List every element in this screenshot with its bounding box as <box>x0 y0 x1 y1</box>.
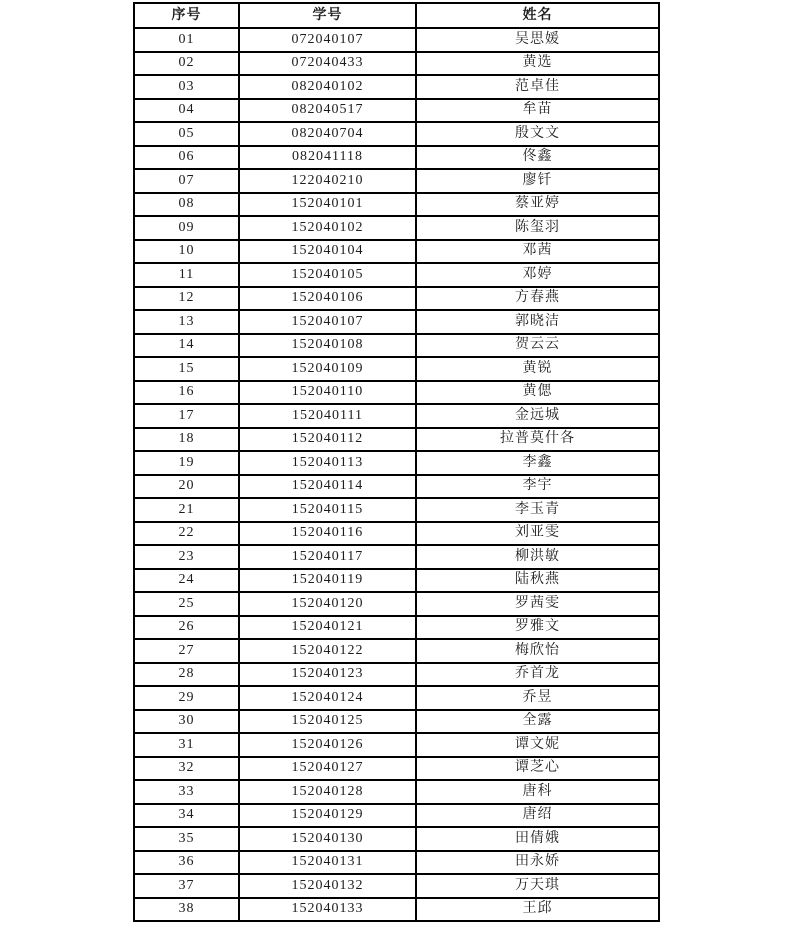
table-row <box>134 263 659 287</box>
table-row <box>134 310 659 334</box>
cell-index: 04 <box>134 99 239 123</box>
cell-student-id: 082040704 <box>239 122 416 146</box>
table-row <box>134 381 659 405</box>
cell-name: 范卓佳 <box>416 75 659 99</box>
cell-student-id: 152040116 <box>239 522 416 546</box>
cell-index: 15 <box>134 357 239 381</box>
table-row <box>134 569 659 593</box>
cell-index: 12 <box>134 287 239 311</box>
cell-name: 黄选 <box>416 52 659 76</box>
cell-index: 07 <box>134 169 239 193</box>
cell-name: 殷文文 <box>416 122 659 146</box>
cell-student-id: 152040110 <box>239 381 416 405</box>
cell-name: 廖钎 <box>416 169 659 193</box>
table-row <box>134 146 659 170</box>
cell-name: 黄锐 <box>416 357 659 381</box>
table-row <box>134 122 659 146</box>
cell-student-id: 152040128 <box>239 780 416 804</box>
cell-name: 李鑫 <box>416 451 659 475</box>
cell-student-id: 082040517 <box>239 99 416 123</box>
cell-index: 27 <box>134 639 239 663</box>
table-row <box>134 616 659 640</box>
cell-index: 38 <box>134 898 239 922</box>
cell-name: 黄偲 <box>416 381 659 405</box>
table-row <box>134 287 659 311</box>
cell-index: 28 <box>134 663 239 687</box>
cell-student-id: 072040107 <box>239 28 416 52</box>
cell-student-id: 152040107 <box>239 310 416 334</box>
cell-student-id: 082040102 <box>239 75 416 99</box>
table-row <box>134 357 659 381</box>
cell-name: 谭文妮 <box>416 733 659 757</box>
cell-index: 02 <box>134 52 239 76</box>
cell-name: 梅欣怡 <box>416 639 659 663</box>
table-row <box>134 216 659 240</box>
cell-index: 08 <box>134 193 239 217</box>
table-row <box>134 28 659 52</box>
cell-name: 金远城 <box>416 404 659 428</box>
cell-name: 李宇 <box>416 475 659 499</box>
cell-student-id: 152040130 <box>239 827 416 851</box>
cell-name: 陈玺羽 <box>416 216 659 240</box>
table-row <box>134 404 659 428</box>
table-row <box>134 710 659 734</box>
cell-index: 19 <box>134 451 239 475</box>
cell-name: 佟鑫 <box>416 146 659 170</box>
table-row <box>134 804 659 828</box>
cell-index: 32 <box>134 757 239 781</box>
cell-student-id: 152040127 <box>239 757 416 781</box>
cell-student-id: 152040111 <box>239 404 416 428</box>
col-header-name: 姓名 <box>416 3 659 28</box>
cell-name: 王邱 <box>416 898 659 922</box>
cell-index: 31 <box>134 733 239 757</box>
table-row <box>134 169 659 193</box>
cell-student-id: 152040117 <box>239 545 416 569</box>
table-row <box>134 52 659 76</box>
table-row <box>134 193 659 217</box>
table-header-row <box>134 3 659 28</box>
cell-index: 21 <box>134 498 239 522</box>
cell-student-id: 152040121 <box>239 616 416 640</box>
cell-index: 16 <box>134 381 239 405</box>
table-row <box>134 522 659 546</box>
cell-student-id: 152040119 <box>239 569 416 593</box>
cell-name: 拉普莫什各 <box>416 428 659 452</box>
cell-student-id: 152040129 <box>239 804 416 828</box>
cell-name: 贺云云 <box>416 334 659 358</box>
cell-index: 35 <box>134 827 239 851</box>
table-row <box>134 240 659 264</box>
cell-student-id: 072040433 <box>239 52 416 76</box>
table-row <box>134 334 659 358</box>
table-row <box>134 686 659 710</box>
cell-index: 18 <box>134 428 239 452</box>
cell-index: 03 <box>134 75 239 99</box>
table-row <box>134 851 659 875</box>
cell-name: 牟苗 <box>416 99 659 123</box>
cell-name: 罗雅文 <box>416 616 659 640</box>
cell-index: 01 <box>134 28 239 52</box>
cell-name: 陆秋燕 <box>416 569 659 593</box>
cell-name: 刘亚雯 <box>416 522 659 546</box>
table-row <box>134 99 659 123</box>
cell-name: 唐科 <box>416 780 659 804</box>
table-row <box>134 874 659 898</box>
cell-student-id: 082041118 <box>239 146 416 170</box>
cell-name: 全露 <box>416 710 659 734</box>
table-row <box>134 639 659 663</box>
cell-name: 邓婷 <box>416 263 659 287</box>
cell-student-id: 152040115 <box>239 498 416 522</box>
cell-name: 邓茜 <box>416 240 659 264</box>
cell-index: 36 <box>134 851 239 875</box>
cell-name: 李玉青 <box>416 498 659 522</box>
cell-index: 05 <box>134 122 239 146</box>
cell-student-id: 152040125 <box>239 710 416 734</box>
cell-student-id: 152040132 <box>239 874 416 898</box>
cell-name: 吴思媛 <box>416 28 659 52</box>
table-row <box>134 592 659 616</box>
cell-student-id: 152040133 <box>239 898 416 922</box>
cell-name: 柳洪敏 <box>416 545 659 569</box>
table-row <box>134 780 659 804</box>
cell-index: 29 <box>134 686 239 710</box>
table-row <box>134 498 659 522</box>
table-row <box>134 663 659 687</box>
table-row <box>134 898 659 922</box>
table-row <box>134 757 659 781</box>
cell-index: 11 <box>134 263 239 287</box>
cell-index: 13 <box>134 310 239 334</box>
cell-name: 谭芝心 <box>416 757 659 781</box>
cell-index: 24 <box>134 569 239 593</box>
cell-index: 20 <box>134 475 239 499</box>
cell-index: 14 <box>134 334 239 358</box>
cell-student-id: 152040114 <box>239 475 416 499</box>
cell-index: 10 <box>134 240 239 264</box>
table-row <box>134 475 659 499</box>
cell-name: 田倩娥 <box>416 827 659 851</box>
cell-index: 17 <box>134 404 239 428</box>
student-roster-table <box>133 2 660 922</box>
cell-index: 26 <box>134 616 239 640</box>
cell-student-id: 152040106 <box>239 287 416 311</box>
table-row <box>134 451 659 475</box>
cell-name: 唐绍 <box>416 804 659 828</box>
cell-index: 09 <box>134 216 239 240</box>
cell-student-id: 122040210 <box>239 169 416 193</box>
cell-name: 万天琪 <box>416 874 659 898</box>
cell-student-id: 152040120 <box>239 592 416 616</box>
table-row <box>134 75 659 99</box>
cell-student-id: 152040123 <box>239 663 416 687</box>
cell-student-id: 152040101 <box>239 193 416 217</box>
table-row <box>134 428 659 452</box>
cell-index: 25 <box>134 592 239 616</box>
cell-index: 37 <box>134 874 239 898</box>
cell-student-id: 152040126 <box>239 733 416 757</box>
cell-student-id: 152040124 <box>239 686 416 710</box>
table-row <box>134 827 659 851</box>
cell-name: 乔昱 <box>416 686 659 710</box>
cell-name: 郭晓洁 <box>416 310 659 334</box>
cell-name: 乔首龙 <box>416 663 659 687</box>
cell-student-id: 152040113 <box>239 451 416 475</box>
cell-student-id: 152040108 <box>239 334 416 358</box>
cell-student-id: 152040109 <box>239 357 416 381</box>
cell-student-id: 152040112 <box>239 428 416 452</box>
cell-index: 34 <box>134 804 239 828</box>
cell-index: 30 <box>134 710 239 734</box>
cell-name: 方春燕 <box>416 287 659 311</box>
cell-index: 33 <box>134 780 239 804</box>
cell-student-id: 152040105 <box>239 263 416 287</box>
table-row <box>134 733 659 757</box>
col-header-index: 序号 <box>134 3 239 28</box>
col-header-student-id: 学号 <box>239 3 416 28</box>
cell-name: 田永娇 <box>416 851 659 875</box>
table-row <box>134 545 659 569</box>
cell-student-id: 152040104 <box>239 240 416 264</box>
cell-index: 06 <box>134 146 239 170</box>
cell-student-id: 152040122 <box>239 639 416 663</box>
cell-name: 罗茜雯 <box>416 592 659 616</box>
cell-student-id: 152040131 <box>239 851 416 875</box>
cell-index: 23 <box>134 545 239 569</box>
cell-name: 蔡亚婷 <box>416 193 659 217</box>
cell-index: 22 <box>134 522 239 546</box>
cell-student-id: 152040102 <box>239 216 416 240</box>
